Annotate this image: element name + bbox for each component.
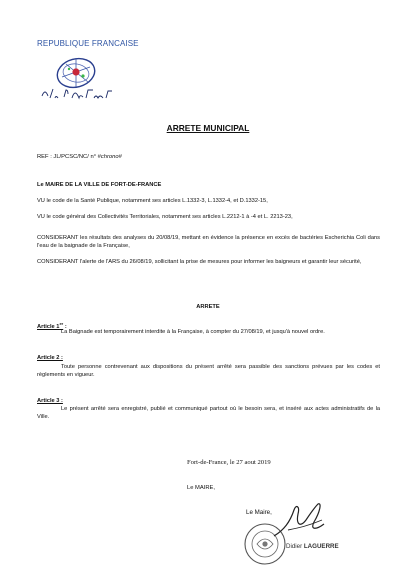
mayor-closing: Le MAIRE, [187, 485, 216, 491]
city-logo [36, 52, 122, 108]
preamble-item: VU le code général des Collectivités Territoriales, notamment ses articles L.2212-1 à -4 et L. 2213-23, [37, 214, 293, 220]
article-1-text: La Baignade est temporairement interdite à la Française, à compter du 27/08/19, et jusqu'à nouvel ordre. [61, 329, 325, 335]
article-1-label: Article 1er : [37, 321, 67, 330]
preamble-item: CONSIDERANT les résultats des analyses du 20/08/19, mettant en évidence la présence en excès de bactéries Escherichia Coli dans l'eau de la baignade de la Française, [37, 235, 380, 250]
document-title: ARRETE MUNICIPAL [166, 123, 250, 133]
republic-header: REPUBLIQUE FRANCAISE [37, 39, 139, 48]
article-3-text: Le présent arrêté sera enregistré, publié et communiqué partout où le besoin sera, et inséré aux actes administratifs de la Ville. [37, 406, 380, 421]
reference-line [37, 154, 122, 160]
arrete-heading: ARRETE [196, 304, 220, 310]
article-3-label: Article 3 : [37, 398, 63, 404]
mayor-heading: Le MAIRE DE LA VILLE DE FORT-DE-FRANCE [37, 182, 162, 188]
preamble-item: CONSIDERANT l'alerte de l'ARS du 26/08/19, sollicitant la prise de mesures pour informer les baigneurs et garantir leur sécurité, [37, 259, 362, 265]
mayor-signature-title: Le Maire, [246, 509, 272, 516]
signatory-first: Didier [286, 543, 303, 550]
handwritten-signature [270, 500, 330, 544]
article-2-text: Toute personne contrevenant aux dispositions du présent arrêté sera passible des sanctions prévues par les codes et règlements en vigueur. [37, 364, 380, 379]
reference-label: REF : JL/PCSC/NC/ n° [37, 154, 97, 160]
signatory-name [286, 543, 339, 550]
reference-value: #chrono# [97, 154, 122, 160]
article-2-label: Article 2 : [37, 355, 63, 361]
place-date: Fort-de-France, le 27 aout 2019 [187, 459, 271, 466]
signatory-last: LAGUERRE [303, 543, 339, 550]
preamble-item: VU le code de la Santé Publique, notamment ses articles L.1332-3, L.1332-4, et D.1332-15, [37, 198, 268, 204]
